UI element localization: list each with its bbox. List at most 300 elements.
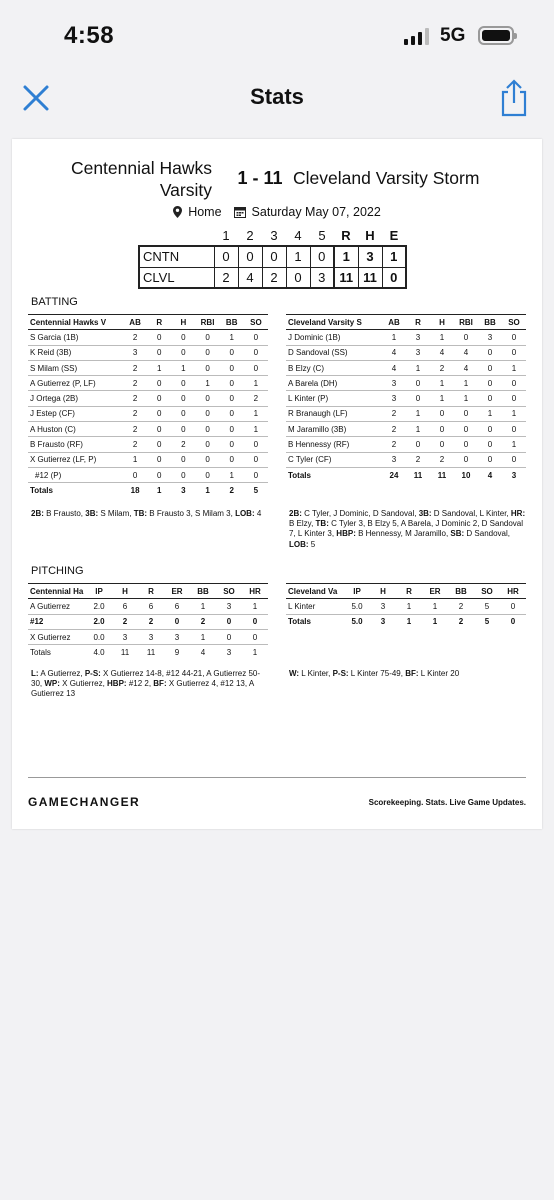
pitching-section-title: PITCHING xyxy=(31,565,84,577)
nav-bar xyxy=(0,72,554,128)
share-button[interactable] xyxy=(496,78,532,118)
stat-cell: 1 xyxy=(502,360,526,375)
stats-document xyxy=(12,139,542,829)
share-icon xyxy=(496,78,532,118)
stat-cell: 6 xyxy=(138,599,164,614)
stat-cell: 0 xyxy=(502,345,526,360)
footer-tagline: Scorekeeping. Stats. Live Game Updates. xyxy=(368,798,526,807)
stat-cell: 0 xyxy=(147,330,171,345)
table-row xyxy=(28,360,268,375)
note-value: X Gutierrez 14-8, #12 44-21, A Gutierrez 50-30, xyxy=(31,669,261,689)
runs-total: 1 xyxy=(334,246,358,267)
note-key: TB: xyxy=(315,519,329,529)
column-header: R xyxy=(406,315,430,330)
table-row xyxy=(28,599,268,614)
player-name: #12 (P) xyxy=(28,467,123,482)
stat-cell: 0 xyxy=(502,452,526,467)
page-title: Stats xyxy=(250,84,304,109)
stat-cell: 5.0 xyxy=(344,599,370,614)
stat-cell: 0 xyxy=(502,376,526,391)
inning-header: 4 xyxy=(294,227,302,243)
stat-cell: 0 xyxy=(502,391,526,406)
matchup-header xyxy=(12,157,542,205)
player-name: J Dominic (1B) xyxy=(286,330,382,345)
note-key: WP: xyxy=(44,679,60,689)
note-key: LOB: xyxy=(235,509,255,518)
stat-cell: 1 xyxy=(220,467,244,482)
stat-cell: 2 xyxy=(382,406,406,421)
stat-cell: 3 xyxy=(382,376,406,391)
stat-cell: 2.0 xyxy=(86,614,112,629)
totals-cell: 1 xyxy=(422,614,448,629)
stat-cell: 2 xyxy=(382,437,406,452)
stat-cell: 1 xyxy=(171,360,195,375)
stat-cell: 0 xyxy=(454,452,478,467)
stat-cell: 2 xyxy=(244,391,268,406)
table-header-row xyxy=(28,584,268,599)
inning-header: 2 xyxy=(246,227,254,243)
stat-cell: 0 xyxy=(195,422,219,437)
stat-cell: 0 xyxy=(454,437,478,452)
player-name: A Huston (C) xyxy=(28,422,123,437)
runs-total: 11 xyxy=(334,267,358,288)
stat-cell: 1 xyxy=(430,391,454,406)
stat-cell: 2 xyxy=(112,614,138,629)
totals-cell: 24 xyxy=(382,467,406,482)
inning-score: 0 xyxy=(262,246,286,267)
stat-cell: 3 xyxy=(216,599,242,614)
column-header: BB xyxy=(220,315,244,330)
stat-cell: 0 xyxy=(171,452,195,467)
stat-cell: 1 xyxy=(382,330,406,345)
column-header: HR xyxy=(242,584,268,599)
stat-cell: 2 xyxy=(430,452,454,467)
player-name: A Gutierrez xyxy=(28,599,86,614)
stat-cell: 0 xyxy=(123,467,147,482)
column-header: SO xyxy=(244,315,268,330)
stat-cell: 2 xyxy=(123,391,147,406)
stat-cell: 0 xyxy=(220,345,244,360)
player-name: C Tyler (CF) xyxy=(286,452,382,467)
column-header: H xyxy=(112,584,138,599)
note-key: P-S: xyxy=(332,669,349,678)
note-key: 3B: xyxy=(85,509,99,518)
table-row xyxy=(286,376,526,391)
home-pitching-notes xyxy=(31,669,271,700)
batting-section-title: BATTING xyxy=(31,296,78,308)
column-header: H xyxy=(370,584,396,599)
note-value: L Kinter 20 xyxy=(418,669,460,678)
totals-row xyxy=(286,614,526,629)
note-value: A Gutierrez, xyxy=(38,669,85,678)
totals-cell: 5 xyxy=(474,614,500,629)
note-value: B Frausto 3, S Milam 3, xyxy=(147,509,236,518)
player-name: X Gutierrez (LF, P) xyxy=(28,452,123,467)
totals-label: Totals xyxy=(286,467,382,482)
stat-cell: 2 xyxy=(382,422,406,437)
linescore-row xyxy=(139,246,406,267)
inning-header: 5 xyxy=(318,227,326,243)
stat-cell: 0 xyxy=(147,345,171,360)
totals-cell: 3 xyxy=(171,483,195,498)
column-header: Centennial Ha xyxy=(28,584,86,599)
stat-cell: 3 xyxy=(406,345,430,360)
away-batting-notes xyxy=(289,509,527,550)
stat-cell: 0 xyxy=(171,406,195,421)
table-row xyxy=(286,422,526,437)
stat-cell: 2 xyxy=(123,422,147,437)
column-header: R xyxy=(147,315,171,330)
stat-cell: 0 xyxy=(195,330,219,345)
stat-cell: 2 xyxy=(430,360,454,375)
stat-cell: 1 xyxy=(396,599,422,614)
location-pin-icon xyxy=(173,206,182,218)
note-key: BF: xyxy=(405,669,419,678)
stat-cell: 0 xyxy=(195,437,219,452)
totals-cell: 4 xyxy=(200,648,206,658)
inning-score: 2 xyxy=(262,267,286,288)
home-batting-table xyxy=(28,314,268,498)
stat-cell: 2 xyxy=(171,437,195,452)
stat-cell: 1 xyxy=(406,422,430,437)
note-value: X Gutierrez, xyxy=(59,679,108,689)
column-header: ER xyxy=(422,584,448,599)
stat-cell: 1 xyxy=(220,330,244,345)
table-row xyxy=(28,330,268,345)
errors-total: 1 xyxy=(382,246,406,267)
stat-cell: 0 xyxy=(220,452,244,467)
totals-label: Totals xyxy=(286,614,344,629)
stat-cell: 0 xyxy=(220,437,244,452)
stat-cell: 0 xyxy=(147,467,171,482)
totals-cell: 11 xyxy=(430,467,454,482)
inning-header: 1 xyxy=(222,227,230,243)
totals-row xyxy=(28,645,268,660)
player-name: A Gutierrez (P, LF) xyxy=(28,376,123,391)
note-key: SB: xyxy=(450,529,465,539)
table-row xyxy=(28,345,268,360)
stat-cell: 2 xyxy=(123,330,147,345)
home-team-name: Centennial Hawks Varsity xyxy=(70,158,212,200)
player-name: K Reid (3B) xyxy=(28,345,123,360)
stat-cell: 0 xyxy=(171,330,195,345)
stat-cell: 1 xyxy=(454,376,478,391)
totals-cell: 3 xyxy=(226,648,232,658)
player-name: S Garcia (1B) xyxy=(28,330,123,345)
stat-cell: 1 xyxy=(454,391,478,406)
stat-cell: 0 xyxy=(430,437,454,452)
table-row xyxy=(286,437,526,452)
inning-score: 4 xyxy=(238,267,262,288)
stat-cell: 2 xyxy=(190,614,216,629)
stat-cell: 0 xyxy=(454,406,478,421)
note-value: C Tyler 3, B Elzy 5, A Barela, J Dominic 2, D Sandoval 7, L Kinter 3, xyxy=(289,519,524,539)
away-batting-table xyxy=(286,314,526,483)
table-row xyxy=(28,629,268,644)
stat-cell: 0 xyxy=(171,391,195,406)
stat-cell: 1 xyxy=(478,406,502,421)
note-value: B Hennessy, M Jaramillo, xyxy=(355,529,451,539)
away-team-name: Cleveland Varsity Storm xyxy=(293,168,480,188)
stat-cell: 0.0 xyxy=(86,629,112,644)
stat-cell: 0 xyxy=(220,406,244,421)
totals-cell: 11 xyxy=(406,467,430,482)
stat-cell: 2.0 xyxy=(86,599,112,614)
column-header: SO xyxy=(474,584,500,599)
stat-cell: 0 xyxy=(242,614,268,629)
stat-cell: 0 xyxy=(478,360,502,375)
note-value: B Frausto, xyxy=(43,509,86,518)
inning-score: 2 xyxy=(214,267,238,288)
note-key: HR: xyxy=(510,509,526,518)
totals-cell: 2 xyxy=(220,483,244,498)
stat-cell: 0 xyxy=(220,391,244,406)
note-value: D Sandoval, L Kinter, xyxy=(431,509,511,518)
totals-cell: 1 xyxy=(195,483,219,498)
stat-cell: 5 xyxy=(474,599,500,614)
stat-cell: 0 xyxy=(147,376,171,391)
player-name: L Kinter (P) xyxy=(286,391,382,406)
stat-cell: 1 xyxy=(190,629,216,644)
line-score xyxy=(138,225,407,289)
note-key: BF: xyxy=(153,679,167,689)
stat-cell: 0 xyxy=(454,330,478,345)
column-header: H xyxy=(430,315,454,330)
status-time: 4:58 xyxy=(64,22,115,49)
stat-cell: 4 xyxy=(454,360,478,375)
table-row xyxy=(28,422,268,437)
stat-cell: 4 xyxy=(430,345,454,360)
stat-cell: 3 xyxy=(164,629,190,644)
stat-cell: 0 xyxy=(220,360,244,375)
stat-cell: 0 xyxy=(244,345,268,360)
stat-cell: 0 xyxy=(478,452,502,467)
column-header: SO xyxy=(216,584,242,599)
note-value: S Milam, xyxy=(98,509,134,518)
note-value: X Gutierrez 4, #12 13, A Gutierrez 13 xyxy=(31,679,254,699)
stat-cell: 2 xyxy=(448,599,474,614)
totals-cell: 4 xyxy=(478,467,502,482)
totals-cell: 2 xyxy=(448,614,474,629)
table-row xyxy=(28,452,268,467)
stat-cell: 3 xyxy=(382,452,406,467)
table-row xyxy=(28,467,268,482)
stat-cell: 0 xyxy=(147,406,171,421)
stat-cell: 1 xyxy=(244,406,268,421)
note-value: D Sandoval, xyxy=(464,529,510,539)
note-value: B Elzy, xyxy=(289,519,316,529)
stat-cell: 4 xyxy=(382,360,406,375)
inning-header: 3 xyxy=(270,227,278,243)
column-header: BB xyxy=(478,315,502,330)
totals-cell: 9 xyxy=(174,648,180,658)
stat-cell: 2 xyxy=(123,376,147,391)
column-header: AB xyxy=(382,315,406,330)
stat-cell: 6 xyxy=(164,599,190,614)
note-value: 4 xyxy=(254,509,262,518)
stat-cell: 1 xyxy=(502,406,526,421)
totals-row xyxy=(286,467,526,482)
stat-cell: 0 xyxy=(244,360,268,375)
totals-cell: 5 xyxy=(244,483,268,498)
calendar-icon xyxy=(234,206,246,218)
table-row xyxy=(28,406,268,421)
table-header-row xyxy=(286,584,526,599)
stat-cell: 3 xyxy=(478,330,502,345)
totals-cell: 3 xyxy=(370,614,396,629)
player-name: S Milam (SS) xyxy=(28,360,123,375)
team-abbr: CLVL xyxy=(139,267,214,288)
inning-score: 0 xyxy=(214,246,238,267)
note-key: TB: xyxy=(133,509,148,518)
away-pitching-table xyxy=(286,583,526,629)
stat-cell: 3 xyxy=(138,629,164,644)
note-value: C Tyler, J Dominic, D Sandoval, xyxy=(301,509,419,518)
stat-cell: 6 xyxy=(112,599,138,614)
linescore-row xyxy=(139,267,406,288)
stat-cell: 1 xyxy=(147,360,171,375)
stat-cell: 0 xyxy=(220,376,244,391)
stat-cell: 4 xyxy=(382,345,406,360)
stat-cell: 0 xyxy=(478,437,502,452)
totals-cell: 11 xyxy=(146,648,156,658)
stat-cell: 0 xyxy=(147,437,171,452)
player-name: #12 xyxy=(28,614,86,629)
column-header: AB xyxy=(123,315,147,330)
away-pitching-notes xyxy=(289,669,527,679)
stat-cell: 0 xyxy=(220,422,244,437)
stat-cell: 0 xyxy=(478,422,502,437)
table-row xyxy=(286,330,526,345)
note-key: LOB: xyxy=(289,539,309,549)
stat-cell: 1 xyxy=(244,422,268,437)
stat-cell: 0 xyxy=(502,422,526,437)
totals-cell: 5.0 xyxy=(344,614,370,629)
battery-icon xyxy=(478,26,514,45)
stat-cell: 0 xyxy=(406,376,430,391)
stat-cell: 0 xyxy=(195,406,219,421)
inning-score: 1 xyxy=(286,246,310,267)
stat-cell: 0 xyxy=(244,437,268,452)
table-row xyxy=(28,614,268,629)
column-header: RBI xyxy=(454,315,478,330)
stat-cell: 3 xyxy=(112,629,138,644)
game-location: Home xyxy=(188,205,222,219)
stat-cell: 0 xyxy=(244,467,268,482)
stat-cell: 3 xyxy=(406,330,430,345)
stat-cell: 0 xyxy=(454,422,478,437)
stat-cell: 1 xyxy=(430,376,454,391)
stat-cell: 0 xyxy=(171,345,195,360)
player-name: X Gutierrez xyxy=(28,629,86,644)
stat-cell: 0 xyxy=(164,614,190,629)
note-key: L: xyxy=(31,669,39,678)
totals-cell: 3 xyxy=(502,467,526,482)
totals-row xyxy=(28,483,268,498)
stat-cell: 2 xyxy=(138,614,164,629)
note-value: L Kinter, xyxy=(299,669,333,678)
stat-cell: 0 xyxy=(147,452,171,467)
note-key: 2B: xyxy=(31,509,44,518)
footer-divider xyxy=(28,777,526,778)
column-header: SO xyxy=(502,315,526,330)
note-value: L Kinter 75-49, xyxy=(348,669,406,678)
note-key: 2B: xyxy=(289,509,302,518)
stat-cell: 0 xyxy=(195,360,219,375)
column-header: RBI xyxy=(195,315,219,330)
hits-header: H xyxy=(365,227,375,243)
table-row xyxy=(286,345,526,360)
stat-cell: 2 xyxy=(406,452,430,467)
totals-cell: 1 xyxy=(252,648,258,658)
totals-label: Totals xyxy=(30,648,51,658)
column-header: BB xyxy=(448,584,474,599)
player-name: J Ortega (2B) xyxy=(28,391,123,406)
player-name: B Elzy (C) xyxy=(286,360,382,375)
totals-cell: 11 xyxy=(120,648,130,658)
stat-cell: 1 xyxy=(242,599,268,614)
stat-cell: 0 xyxy=(500,599,526,614)
stat-cell: 4 xyxy=(454,345,478,360)
inning-score: 3 xyxy=(310,267,334,288)
stat-cell: 1 xyxy=(195,376,219,391)
table-header-row xyxy=(286,315,526,330)
column-header: ER xyxy=(164,584,190,599)
stat-cell: 0 xyxy=(430,422,454,437)
stat-cell: 0 xyxy=(147,391,171,406)
stat-cell: 2 xyxy=(123,360,147,375)
stat-cell: 0 xyxy=(478,345,502,360)
player-name: B Frausto (RF) xyxy=(28,437,123,452)
player-name: M Jaramillo (3B) xyxy=(286,422,382,437)
gamechanger-logo: GAMECHANGER xyxy=(28,795,141,809)
hits-total: 3 xyxy=(358,246,382,267)
stat-cell: 0 xyxy=(244,330,268,345)
table-row xyxy=(286,406,526,421)
team-abbr: CNTN xyxy=(139,246,214,267)
column-header: IP xyxy=(344,584,370,599)
stat-cell: 0 xyxy=(171,467,195,482)
errors-header: E xyxy=(389,227,399,243)
column-header: HR xyxy=(500,584,526,599)
stat-cell: 3 xyxy=(123,345,147,360)
player-name: A Barela (DH) xyxy=(286,376,382,391)
stat-cell: 0 xyxy=(242,629,268,644)
network-label: 5G xyxy=(440,25,466,46)
stat-cell: 0 xyxy=(195,452,219,467)
stat-cell: 0 xyxy=(195,467,219,482)
stat-cell: 1 xyxy=(430,330,454,345)
stat-cell: 0 xyxy=(147,422,171,437)
errors-total: 0 xyxy=(382,267,406,288)
final-score: 1 - 11 xyxy=(237,168,283,188)
table-row xyxy=(28,437,268,452)
note-value: 5 xyxy=(308,539,316,549)
stat-cell: 0 xyxy=(406,437,430,452)
stat-cell: 1 xyxy=(422,599,448,614)
table-row xyxy=(286,391,526,406)
totals-cell: 10 xyxy=(454,467,478,482)
note-key: P-S: xyxy=(84,669,101,678)
note-key: HBP: xyxy=(107,679,127,689)
note-key: HBP: xyxy=(336,529,356,539)
player-name: R Branaugh (LF) xyxy=(286,406,382,421)
player-name: D Sandoval (SS) xyxy=(286,345,382,360)
totals-label: Totals xyxy=(28,483,123,498)
column-header: IP xyxy=(86,584,112,599)
column-header: BB xyxy=(190,584,216,599)
table-row xyxy=(286,360,526,375)
